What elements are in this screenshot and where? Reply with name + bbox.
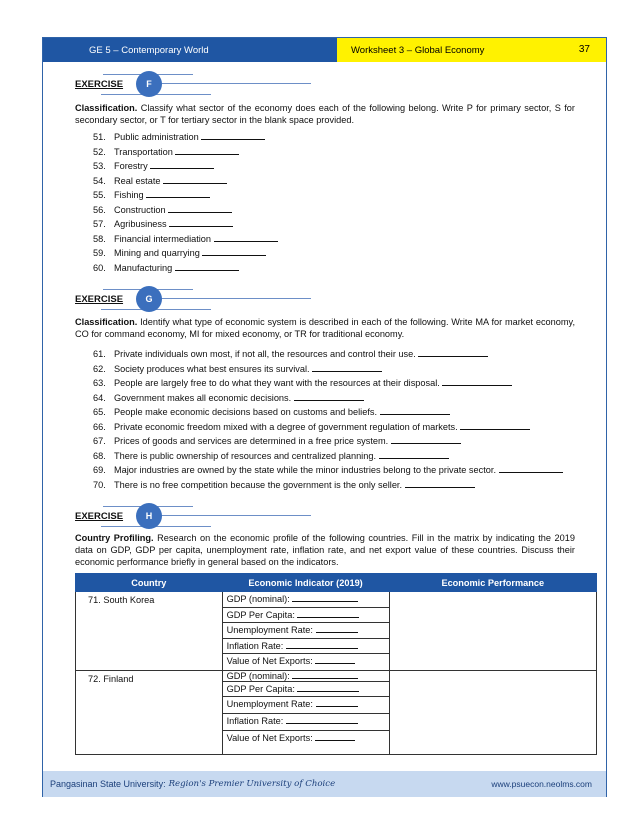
exercise-f-list xyxy=(93,130,278,275)
answer-blank[interactable] xyxy=(175,145,239,155)
performance-cell[interactable] xyxy=(389,670,596,754)
table-row xyxy=(76,592,597,671)
answer-blank[interactable] xyxy=(292,592,358,602)
list-item: 69. Major industries are owned by the state while the minor industries belong to the private sector. xyxy=(93,463,563,478)
column-header: Country xyxy=(76,574,223,592)
answer-blank[interactable] xyxy=(315,654,355,664)
answer-blank[interactable] xyxy=(146,188,210,198)
list-item: 61. Private individuals own most, if not all, the resources and control their use. xyxy=(93,347,563,362)
page-footer xyxy=(43,771,606,797)
list-item: 57. Agribusiness xyxy=(93,217,278,232)
list-item: 62. Society produces what best ensures its survival. xyxy=(93,362,563,377)
exercise-f-heading xyxy=(75,71,325,97)
university-name: Pangasinan State University: xyxy=(50,779,166,789)
answer-blank[interactable] xyxy=(294,391,364,401)
country-cell: 72. Finland xyxy=(76,670,223,754)
list-item: 51. Public administration xyxy=(93,130,278,145)
exercise-f-instruction xyxy=(75,102,575,126)
answer-blank[interactable] xyxy=(316,697,358,707)
answer-blank[interactable] xyxy=(201,130,265,140)
exercise-g-list xyxy=(93,347,563,492)
country-cell: 71. South Korea xyxy=(76,592,223,671)
indicator-cell: GDP (nominal): GDP Per Capita: Unemployment Rate: Inflation Rate: Value of Net Exports: xyxy=(222,670,389,754)
exercise-g-instruction xyxy=(75,316,575,340)
answer-blank[interactable] xyxy=(379,449,449,459)
exercise-badge: G xyxy=(136,286,162,312)
course-title: GE 5 – Contemporary World xyxy=(43,38,337,62)
exercise-badge: H xyxy=(136,503,162,529)
table-row xyxy=(76,670,597,754)
answer-blank[interactable] xyxy=(297,682,359,692)
list-item: 67. Prices of goods and services are determined in a free price system. xyxy=(93,434,563,449)
exercise-label: EXERCISE xyxy=(75,79,124,90)
website-link[interactable]: www.psuecon.neolms.com xyxy=(491,779,592,789)
list-item: 53. Forestry xyxy=(93,159,278,174)
instruction-title: Classification. xyxy=(75,317,138,327)
list-item: 52. Transportation xyxy=(93,145,278,160)
answer-blank[interactable] xyxy=(150,159,214,169)
list-item: 56. Construction xyxy=(93,203,278,218)
answer-blank[interactable] xyxy=(175,261,239,271)
answer-blank[interactable] xyxy=(214,232,278,242)
list-item: 70. There is no free competition because the government is the only seller. xyxy=(93,478,563,493)
answer-blank[interactable] xyxy=(315,731,355,741)
exercise-g-heading xyxy=(75,286,325,312)
answer-blank[interactable] xyxy=(442,376,512,386)
answer-blank[interactable] xyxy=(286,714,358,724)
list-item: 63. People are largely free to do what they want with the resources at their disposal. xyxy=(93,376,563,391)
answer-blank[interactable] xyxy=(405,478,475,488)
answer-blank[interactable] xyxy=(297,608,359,618)
university-motto: Region's Premier University of Choice xyxy=(168,779,336,789)
exercise-label: EXERCISE xyxy=(75,511,124,522)
worksheet-title: Worksheet 3 – Global Economy xyxy=(351,44,485,56)
answer-blank[interactable] xyxy=(168,203,232,213)
answer-blank[interactable] xyxy=(316,623,358,633)
performance-cell[interactable] xyxy=(389,592,596,671)
exercise-badge: F xyxy=(136,71,162,97)
worksheet-page xyxy=(42,37,607,797)
list-item: 64. Government makes all economic decisions. xyxy=(93,391,563,406)
answer-blank[interactable] xyxy=(391,434,461,444)
page-header xyxy=(43,38,606,62)
page-number: 37 xyxy=(578,44,590,55)
answer-blank[interactable] xyxy=(312,362,382,372)
instruction-text: Classify what sector of the economy does each of the following belong. Write P for primary sector, S for secondary sector, or T for tertiary sector in the blank space provided. xyxy=(75,103,575,125)
answer-blank[interactable] xyxy=(202,246,266,256)
answer-blank[interactable] xyxy=(380,405,450,415)
list-item: 55. Fishing xyxy=(93,188,278,203)
column-header: Economic Performance xyxy=(389,574,596,592)
list-item: 58. Financial intermediation xyxy=(93,232,278,247)
answer-blank[interactable] xyxy=(292,671,358,679)
exercise-h-instruction xyxy=(75,532,575,568)
list-item: 68. There is public ownership of resources and centralized planning. xyxy=(93,449,563,464)
instruction-text: Identify what type of economic system is described in each of the following. Write MA for market economy, CO for command economy, MI for mixed economy, or TR for traditional economy. xyxy=(75,317,575,339)
exercise-h-heading xyxy=(75,503,325,529)
table-header-row xyxy=(76,574,597,592)
list-item: 54. Real estate xyxy=(93,174,278,189)
answer-blank[interactable] xyxy=(286,639,358,649)
answer-blank[interactable] xyxy=(418,347,488,357)
answer-blank[interactable] xyxy=(499,463,563,473)
list-item: 65. People make economic decisions based on customs and beliefs. xyxy=(93,405,563,420)
list-item: 66. Private economic freedom mixed with a degree of government regulation of markets. xyxy=(93,420,563,435)
instruction-title: Country Profiling. xyxy=(75,533,154,543)
answer-blank[interactable] xyxy=(169,217,233,227)
answer-blank[interactable] xyxy=(163,174,227,184)
country-profile-matrix xyxy=(75,573,597,755)
list-item: 60. Manufacturing xyxy=(93,261,278,276)
answer-blank[interactable] xyxy=(460,420,530,430)
list-item: 59. Mining and quarrying xyxy=(93,246,278,261)
exercise-label: EXERCISE xyxy=(75,294,124,305)
indicator-cell: GDP (nominal): GDP Per Capita: Unemployment Rate: Inflation Rate: Value of Net Exports: xyxy=(222,592,389,671)
instruction-title: Classification. xyxy=(75,103,138,113)
worksheet-title-bar xyxy=(337,38,606,62)
instruction-text: Research on the economic profile of the following countries. Fill in the matrix by indicating the 2019 data on GDP, GDP per capita, unemployment rate, inflation rate, and net export value of these countries. Discuss their economic performance briefly in general based on the indicators. xyxy=(75,533,575,567)
column-header: Economic Indicator (2019) xyxy=(222,574,389,592)
